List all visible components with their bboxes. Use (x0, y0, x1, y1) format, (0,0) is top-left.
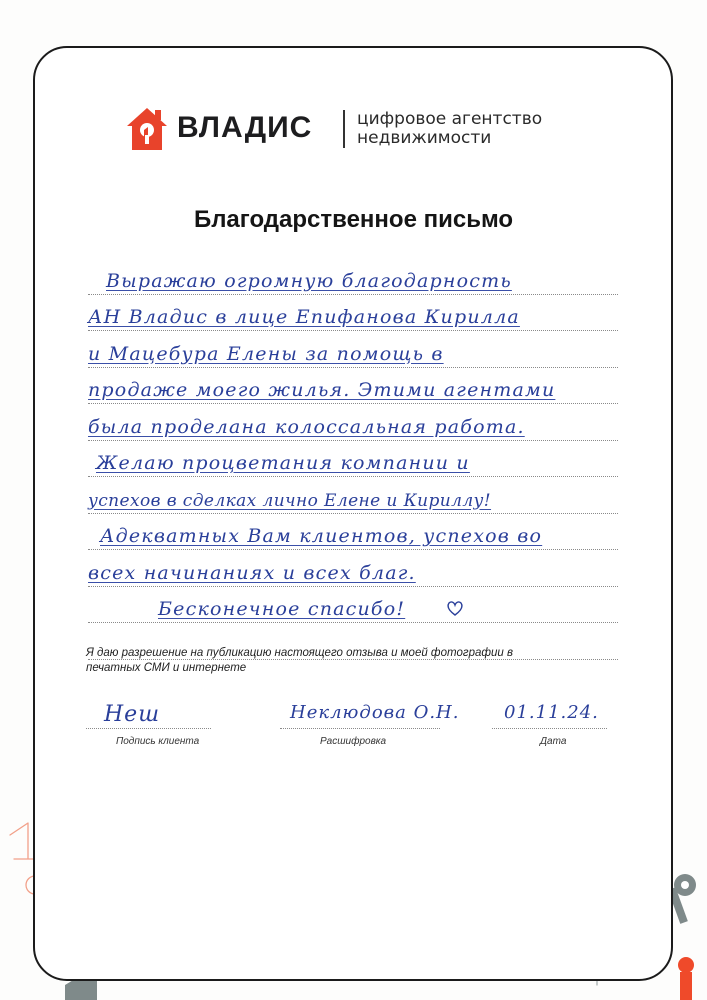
decoding-line (280, 728, 440, 729)
company-logo (125, 104, 595, 154)
letter-line (88, 295, 618, 332)
letter-line (88, 404, 618, 441)
letter-body (88, 258, 618, 660)
letter-text: продаже моего жилья. Этими агентами (88, 379, 556, 401)
letter-line (88, 550, 618, 587)
signature-line (86, 728, 211, 729)
letter-line (88, 258, 618, 295)
name-decoding: Неклюдова О.Н. (290, 702, 460, 723)
letter-line (88, 587, 618, 624)
letter-line (88, 441, 618, 478)
signature-date: 01.11.24. (504, 702, 599, 723)
client-signature-caption: Подпись клиента (116, 736, 200, 747)
tagline-line-2: недвижимости (357, 128, 492, 148)
letter-line (88, 514, 618, 551)
tagline-line-1: цифровое агентство (357, 109, 543, 129)
date-caption: Дата (540, 736, 567, 747)
letter-line (88, 477, 618, 514)
logo-divider (343, 110, 345, 148)
letter-text: Выражаю огромную благодарность (106, 269, 512, 292)
letter-text: успехов в сделках лично Елене и Кириллу! (88, 490, 492, 511)
house-key-icon (125, 106, 169, 152)
date-line (492, 728, 607, 729)
brand-name: ВЛАДИС (177, 111, 313, 144)
letter-text: Бесконечное спасибо! (158, 598, 406, 620)
letter-text: всех начинаниях и всех благ. (88, 561, 416, 584)
publication-consent: Я даю разрешение на публикацию настоящего отзыва и моей фотографии в печатных СМИ и интернете (86, 647, 513, 674)
letter-text: АН Владис в лице Епифанова Кирилла (88, 306, 520, 328)
letter-text: Адекватных Вам клиентов, успехов во (100, 525, 543, 547)
letter-title: Благодарственное письмо (193, 206, 514, 233)
letter-text: была проделана колоссальная работа. (88, 415, 525, 438)
letter-line (88, 331, 618, 368)
client-signature: Неш (104, 702, 161, 727)
decoding-caption: Расшифровка (320, 736, 387, 747)
letter-line (88, 368, 618, 405)
brand-tagline (357, 110, 542, 148)
letter-text: Желаю процветания компании и (96, 452, 470, 474)
letter-text: и Мацебура Елены за помощь в (88, 342, 444, 365)
heart-icon (446, 600, 464, 616)
